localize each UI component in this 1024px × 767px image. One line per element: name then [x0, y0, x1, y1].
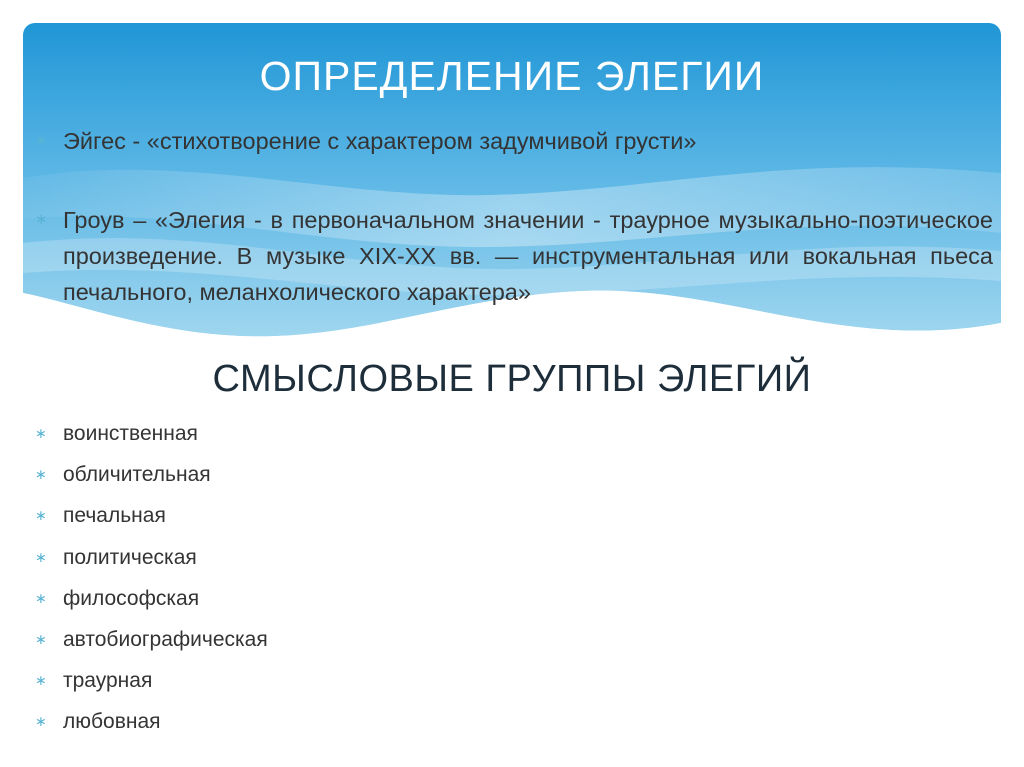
- group-label: обличительная: [63, 463, 211, 487]
- group-label: печальная: [63, 504, 166, 528]
- asterisk-bullet-icon: ∗: [35, 713, 47, 730]
- group-item: [35, 660, 268, 701]
- asterisk-bullet-icon: ∗: [35, 631, 47, 648]
- asterisk-bullet-icon: ∗: [35, 589, 47, 606]
- definition-item: [35, 202, 993, 310]
- group-label: философская: [63, 586, 200, 610]
- group-item: [35, 413, 268, 454]
- asterisk-bullet-icon: ∗: [35, 672, 47, 689]
- group-label: любовная: [63, 710, 161, 734]
- slide: [23, 23, 1001, 767]
- definition-text: Эйгес - «стихотворение с характером задумчивой грусти»: [63, 128, 697, 154]
- definitions-list: [35, 123, 993, 310]
- asterisk-bullet-icon: ∗: [35, 211, 48, 228]
- group-item: [35, 454, 268, 495]
- group-label: автобиографическая: [63, 628, 268, 652]
- asterisk-bullet-icon: ∗: [35, 132, 48, 149]
- definition-item: [35, 123, 993, 159]
- group-item: [35, 495, 268, 536]
- slide-title: ОПРЕДЕЛЕНИЕ ЭЛЕГИИ: [259, 53, 765, 99]
- asterisk-bullet-icon: ∗: [35, 425, 47, 441]
- group-item: [35, 619, 268, 660]
- group-label: политическая: [63, 545, 197, 569]
- groups-heading: СМЫСЛОВЫЕ ГРУППЫ ЭЛЕГИЙ: [212, 358, 812, 400]
- asterisk-bullet-icon: ∗: [35, 548, 47, 565]
- groups-list: [35, 413, 268, 743]
- asterisk-bullet-icon: ∗: [35, 466, 47, 483]
- group-label: траурная: [63, 669, 153, 693]
- asterisk-bullet-icon: ∗: [35, 507, 47, 524]
- group-item: [35, 578, 268, 619]
- group-item: [35, 701, 268, 742]
- group-label: воинственная: [63, 422, 198, 445]
- group-item: [35, 537, 268, 578]
- definition-text: Гроув – «Элегия - в первоначальном значении - траурное музыкально-поэтическое произведение. В музыке XIX-XX вв. — инструментальная или вокальная пьеса печального, меланхолического характера»: [63, 207, 993, 305]
